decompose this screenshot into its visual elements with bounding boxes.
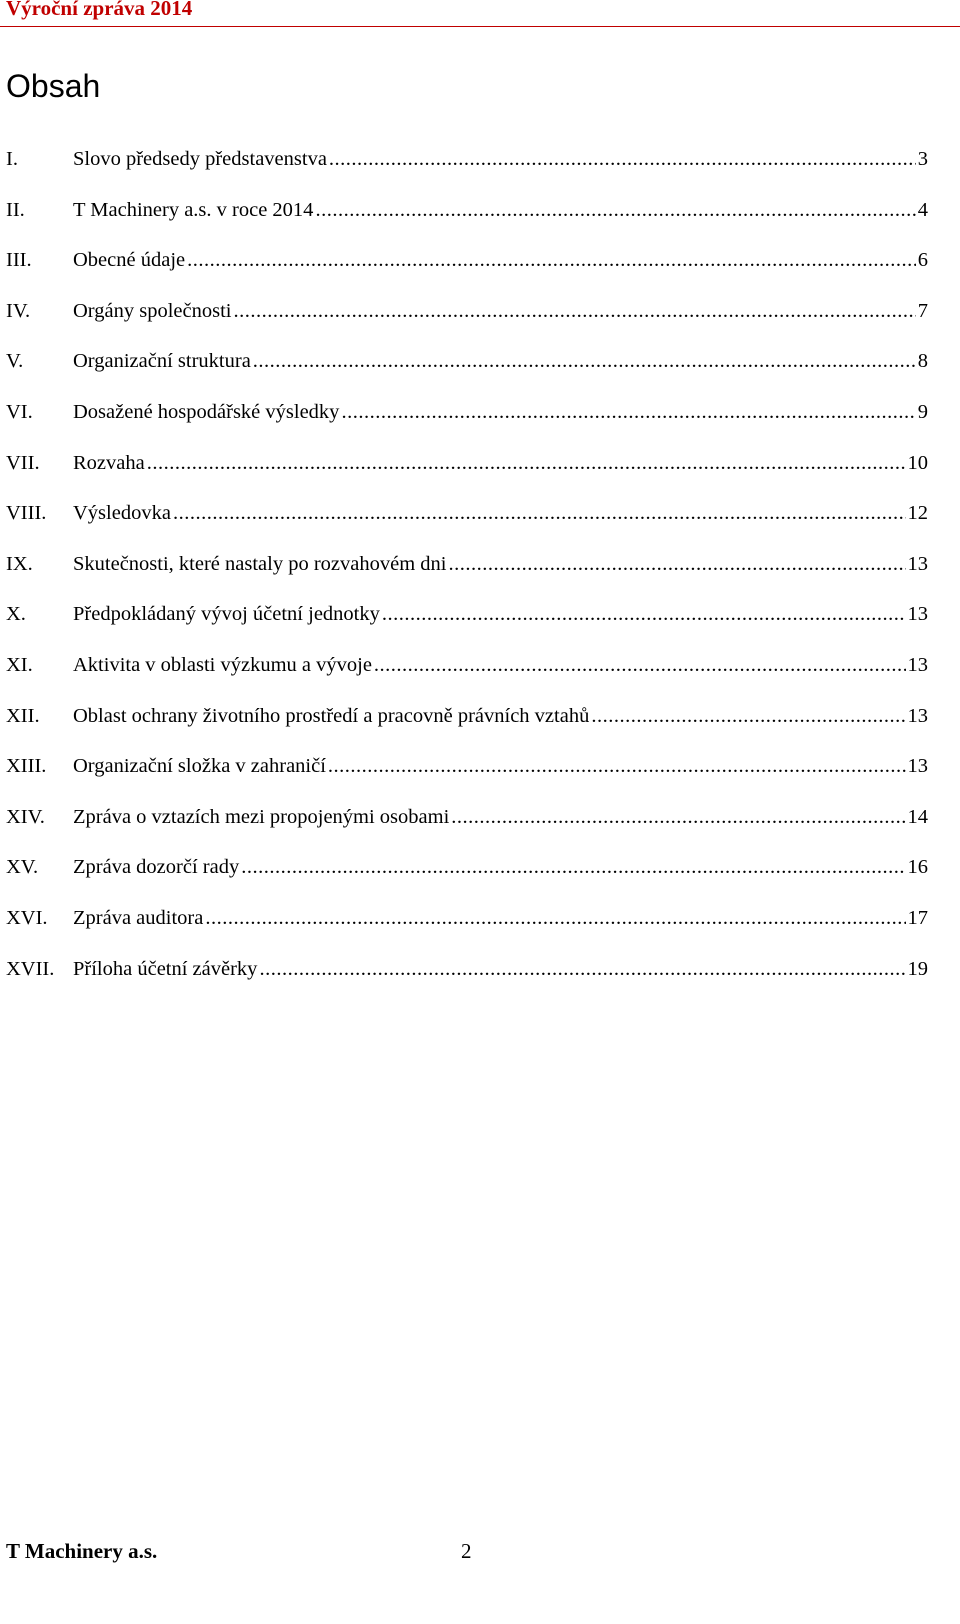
page-title: Obsah bbox=[6, 68, 101, 104]
toc-entry-title: Organizační struktura bbox=[73, 350, 251, 373]
toc-entry-title: Zpráva auditora bbox=[73, 906, 204, 929]
footer-page-number: 2 bbox=[461, 1539, 472, 1563]
toc-entry[interactable] bbox=[6, 346, 928, 397]
toc-dot-leader bbox=[187, 245, 916, 275]
toc-entry-title: Dosažené hospodářské výsledky bbox=[73, 400, 340, 423]
toc-entry[interactable] bbox=[6, 852, 928, 903]
toc-dot-leader bbox=[241, 852, 905, 882]
toc-entry[interactable] bbox=[6, 195, 928, 246]
toc-entry-page: 16 bbox=[907, 856, 928, 879]
toc-entry-page: 19 bbox=[907, 957, 928, 980]
toc-entry-number: XII. bbox=[6, 704, 40, 727]
toc-dot-leader bbox=[233, 296, 915, 326]
toc-dot-leader bbox=[147, 448, 906, 478]
toc-entry[interactable] bbox=[6, 954, 928, 1005]
toc-entry-number: I. bbox=[6, 148, 18, 170]
toc-entry-page: 13 bbox=[907, 653, 928, 676]
toc-dot-leader bbox=[448, 549, 905, 579]
toc-entry-title: Obecné údaje bbox=[73, 249, 186, 272]
toc-entry-page: 6 bbox=[917, 249, 928, 272]
toc-entry[interactable] bbox=[6, 144, 928, 195]
toc-entry[interactable] bbox=[6, 397, 928, 448]
toc-entry-number: VII. bbox=[6, 451, 40, 474]
toc-entry-number: XI. bbox=[6, 653, 33, 676]
table-of-contents bbox=[6, 144, 928, 1004]
header-divider bbox=[0, 26, 960, 27]
toc-entry-title: Oblast ochrany životního prostředí a pracovně právních vztahů bbox=[73, 704, 590, 727]
toc-dot-leader bbox=[259, 954, 905, 984]
toc-entry[interactable] bbox=[6, 599, 928, 650]
toc-entry-page: 10 bbox=[907, 451, 928, 474]
toc-entry[interactable] bbox=[6, 498, 928, 549]
toc-entry-page: 7 bbox=[917, 299, 928, 322]
toc-entry-title: Příloha účetní závěrky bbox=[73, 957, 258, 980]
toc-entry-page: 13 bbox=[907, 603, 928, 626]
toc-entry-number: XIV. bbox=[6, 805, 45, 828]
toc-entry[interactable] bbox=[6, 751, 928, 802]
toc-dot-leader bbox=[315, 195, 915, 225]
toc-entry-page: 14 bbox=[907, 805, 928, 828]
toc-entry-title: Zpráva o vztazích mezi propojenými osobami bbox=[73, 805, 450, 828]
toc-dot-leader bbox=[329, 144, 916, 174]
footer-company-name: T Machinery a.s. bbox=[6, 1539, 158, 1563]
toc-entry-page: 3 bbox=[917, 148, 928, 170]
toc-entry-page: 12 bbox=[907, 502, 928, 525]
toc-entry-title: Výsledovka bbox=[73, 502, 171, 525]
toc-dot-leader bbox=[253, 346, 916, 376]
toc-entry-page: 8 bbox=[917, 350, 928, 373]
toc-dot-leader bbox=[591, 701, 905, 731]
toc-entry-number: IX. bbox=[6, 552, 33, 575]
toc-dot-leader bbox=[382, 599, 906, 629]
toc-entry-page: 4 bbox=[917, 198, 928, 221]
toc-entry-number: X. bbox=[6, 603, 26, 626]
toc-entry-number: V. bbox=[6, 350, 24, 373]
toc-entry-number: XV. bbox=[6, 856, 39, 879]
toc-entry-title: Rozvaha bbox=[73, 451, 145, 474]
toc-entry-title: Slovo předsedy představenstva bbox=[73, 148, 327, 170]
toc-entry[interactable] bbox=[6, 549, 928, 600]
toc-entry[interactable] bbox=[6, 448, 928, 499]
toc-entry-page: 9 bbox=[917, 400, 928, 423]
toc-dot-leader bbox=[328, 751, 906, 781]
toc-dot-leader bbox=[205, 903, 905, 933]
toc-entry-number: IV. bbox=[6, 299, 31, 322]
toc-entry[interactable] bbox=[6, 296, 928, 347]
toc-dot-leader bbox=[374, 650, 906, 680]
toc-dot-leader bbox=[451, 802, 905, 832]
toc-dot-leader bbox=[341, 397, 915, 427]
toc-entry-number: VI. bbox=[6, 400, 33, 423]
toc-entry[interactable] bbox=[6, 650, 928, 701]
toc-entry-title: T Machinery a.s. v roce 2014 bbox=[73, 198, 314, 221]
toc-entry[interactable] bbox=[6, 802, 928, 853]
toc-entry-title: Aktivita v oblasti výzkumu a vývoje bbox=[73, 653, 372, 676]
report-header-title: Výroční zpráva 2014 bbox=[6, 0, 193, 20]
toc-entry-page: 17 bbox=[907, 906, 928, 929]
toc-entry-title: Skutečnosti, které nastaly po rozvahovém dni bbox=[73, 552, 447, 575]
toc-entry-title: Organizační složka v zahraničí bbox=[73, 755, 326, 778]
toc-entry-number: VIII. bbox=[6, 502, 47, 525]
toc-entry-title: Předpokládaný vývoj účetní jednotky bbox=[73, 603, 380, 626]
toc-dot-leader bbox=[173, 498, 906, 528]
toc-entry-page: 13 bbox=[907, 552, 928, 575]
toc-entry-number: XVI. bbox=[6, 906, 48, 929]
toc-entry-title: Orgány společnosti bbox=[73, 299, 232, 322]
toc-entry[interactable] bbox=[6, 701, 928, 752]
toc-entry[interactable] bbox=[6, 903, 928, 954]
toc-entry-number: II. bbox=[6, 198, 25, 221]
toc-entry-number: XIII. bbox=[6, 755, 47, 778]
toc-entry-page: 13 bbox=[907, 704, 928, 727]
toc-entry-page: 13 bbox=[907, 755, 928, 778]
toc-entry-title: Zpráva dozorčí rady bbox=[73, 856, 240, 879]
toc-entry-number: XVII. bbox=[6, 957, 55, 980]
toc-entry-number: III. bbox=[6, 249, 32, 272]
toc-entry[interactable] bbox=[6, 245, 928, 296]
